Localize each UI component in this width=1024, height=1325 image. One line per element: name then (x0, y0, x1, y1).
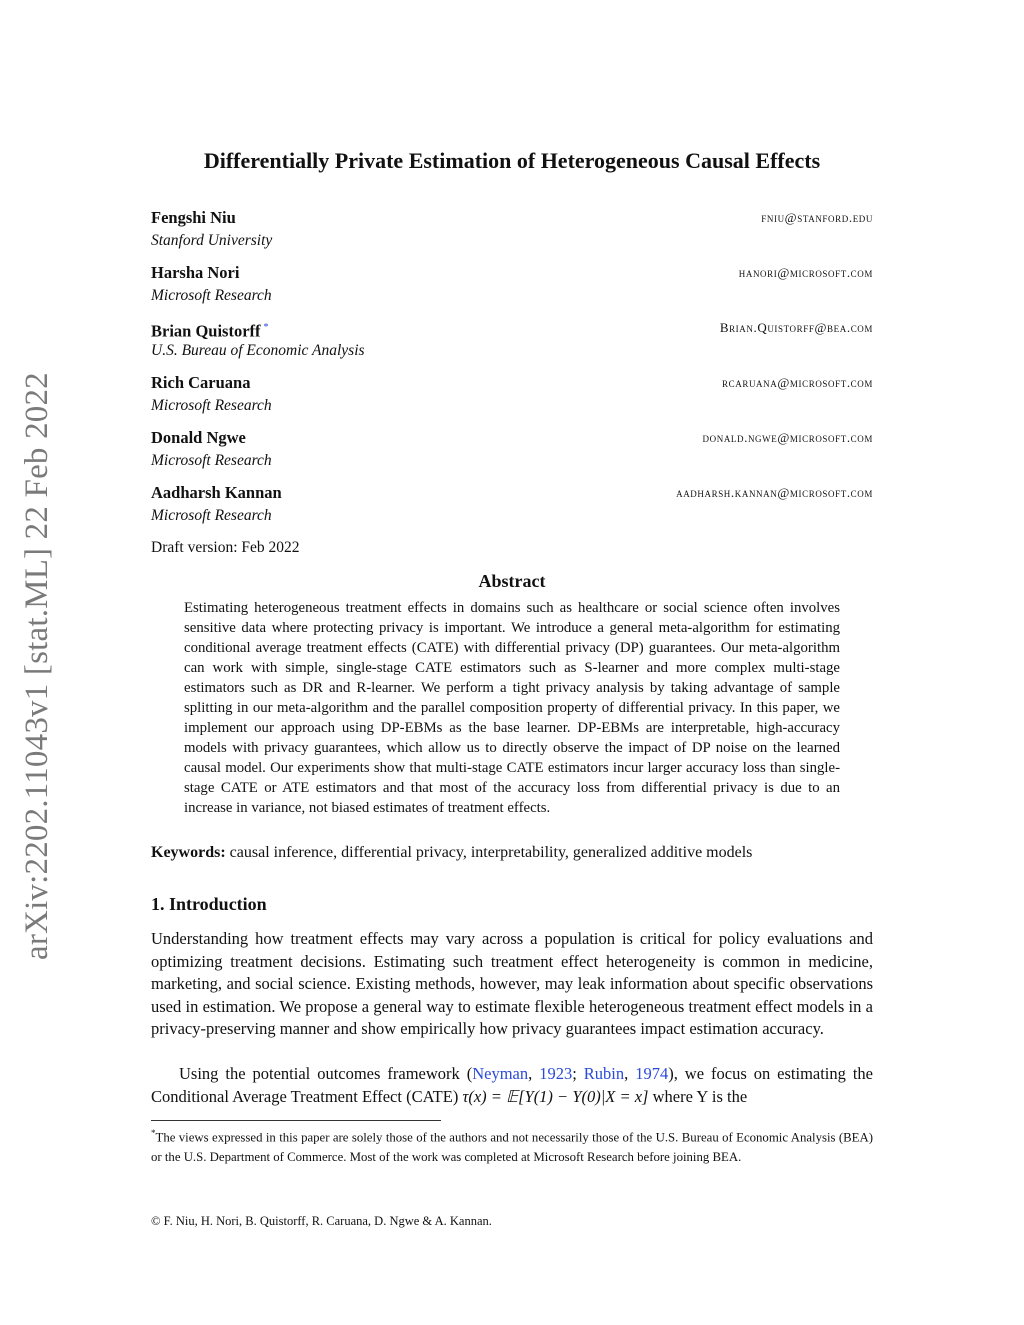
author-name: Rich Caruana (151, 373, 251, 392)
author-email-link[interactable]: aadharsh.kannan@microsoft.com (676, 485, 873, 500)
citation-year-link[interactable]: 1923 (539, 1064, 573, 1083)
citation-link[interactable]: Neyman (472, 1064, 529, 1083)
author-affiliation: Microsoft Research (151, 507, 272, 524)
author-name (151, 317, 269, 343)
draft-version: Draft version: Feb 2022 (151, 539, 300, 556)
author-name: Aadharsh Kannan (151, 483, 282, 502)
intro-paragraph: Using the potential outcomes framework (Neyman, 1923; Rubin, 1974), we focus on estimating the Conditional Average Treatment Effect (CATE) τ(x) = 𝔼[Y(1) − Y(0)|X = x] where Y is the (151, 1064, 874, 1106)
author-email-link[interactable]: rcaruana@microsoft.com (722, 375, 873, 390)
author-email-link[interactable]: Brian.Quistorff@bea.com (719, 320, 873, 335)
author-affiliation: U.S. Bureau of Economic Analysis (151, 342, 365, 359)
cate-formula: τ(x) = 𝔼[Y(1) − Y(0)|X = x] (462, 1086, 649, 1106)
paragraph-text: ), we focus on estimating the Conditional Average Treatment Effect (CATE) (151, 1064, 874, 1106)
footnote-marker: * (151, 1128, 156, 1138)
author-email-link[interactable]: donald.ngwe@microsoft.com (702, 430, 873, 445)
section-heading-introduction: 1. Introduction (151, 894, 267, 914)
citation-link[interactable]: Rubin (583, 1064, 625, 1083)
citation-year-link[interactable]: 1974 (635, 1064, 669, 1083)
abstract-heading: Abstract (478, 571, 546, 591)
copyright-notice: © F. Niu, H. Nori, B. Quistorff, R. Caruana, D. Ngwe & A. Kannan. (151, 1214, 492, 1228)
author-name: Harsha Nori (151, 263, 240, 282)
author-email-link[interactable]: hanori@microsoft.com (738, 265, 873, 280)
intro-paragraph: Understanding how treatment effects may vary across a population is critical for policy evaluations and optimizing treatment decisions. Estimating such treatment effect heterogeneity is common in medicine, marketing, and social science. Existing methods, however, may leak information about specific observations used in estimation. We propose a general way to estimate flexible heterogeneous treatment effect models in a privacy-preserving manner and show empirically how privacy guarantees impact estimation accuracy. (151, 929, 873, 1038)
author-email-link[interactable]: fniu@stanford.edu (761, 210, 873, 225)
keywords-text: causal inference, differential privacy, interpretability, generalized additive models (229, 844, 753, 861)
author-block (151, 482, 873, 530)
paragraph-text: where Y is the (648, 1086, 748, 1106)
keywords-label: Keywords: (151, 844, 226, 861)
arxiv-identifier-stamp: arXiv:2202.11043v1 [stat.ML] 22 Feb 2022 (19, 372, 55, 960)
footnote-text: The views expressed in this paper are solely those of the authors and not necessarily those of the U.S. Bureau of Economic Analysis (BEA) or the U.S. Department of Commerce. Most of the work was completed at Microsoft Research before joining BEA. (151, 1130, 873, 1164)
footnote-marker-link[interactable]: * (263, 322, 269, 333)
footnote (151, 1124, 873, 1167)
author-block (151, 207, 873, 255)
author-affiliation: Microsoft Research (151, 452, 272, 469)
author-affiliation: Microsoft Research (151, 397, 272, 414)
author-affiliation: Microsoft Research (151, 287, 272, 304)
author-block (151, 262, 873, 310)
author-name: Fengshi Niu (151, 208, 236, 227)
author-block (151, 317, 873, 365)
author-name: Donald Ngwe (151, 428, 246, 447)
paragraph-text: Using the potential outcomes framework ( (179, 1064, 473, 1083)
author-block (151, 427, 873, 475)
keywords (151, 842, 873, 863)
paper-title: Differentially Private Estimation of Heterogeneous Causal Effects (203, 148, 821, 173)
footnote-divider (151, 1120, 441, 1121)
author-name-text: Brian Quistorff (151, 321, 261, 341)
author-block (151, 372, 873, 420)
abstract-body: Estimating heterogeneous treatment effects in domains such as healthcare or social science often involves sensitive data where protecting privacy is important. We introduce a general meta-algorithm for estimating conditional average treatment effects (CATE) with differential privacy (DP) guarantees. Our meta-algorithm can work with simple, single-stage CATE estimators such as S-learner and more complex multi-stage estimators such as DR and R-learner. We perform a tight privacy analysis by taking advantage of sample splitting in our meta-algorithm and the parallel composition property of differential privacy. In this paper, we implement our approach using DP-EBMs as the base learner. DP-EBMs are interpretable, high-accuracy models with privacy guarantees, which allow us to directly observe the impact of DP noise on the learned causal model. Our experiments show that multi-stage CATE estimators incur larger accuracy loss than single-stage CATE or ATE estimators and that most of the accuracy loss from differential privacy is due to an increase in variance, not biased estimates of treatment effects. (184, 600, 840, 816)
author-affiliation: Stanford University (151, 232, 273, 249)
